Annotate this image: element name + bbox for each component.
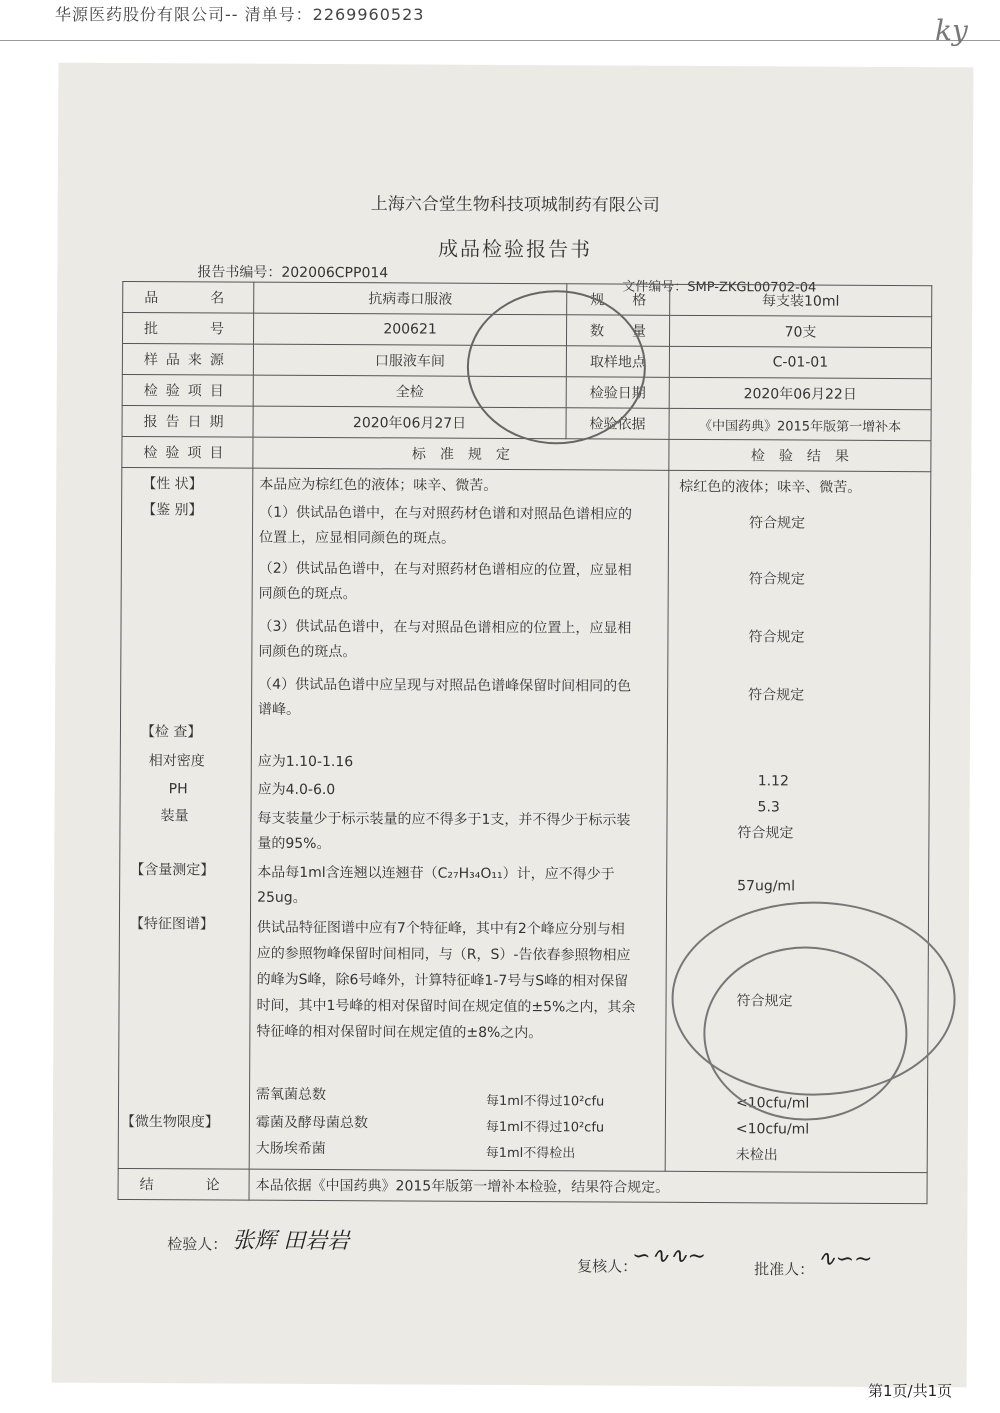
result-text: 符合规定 bbox=[749, 515, 806, 532]
inspection-seal-stamp bbox=[703, 946, 908, 1121]
label-test-date: 检验日期 bbox=[566, 377, 669, 409]
result-text: <10cfu/ml bbox=[735, 1121, 810, 1138]
result-text: 符合规定 bbox=[748, 571, 805, 588]
result-text: 棕红色的液体；味辛、微苦。 bbox=[679, 478, 862, 496]
file-number: 文件编号：SMP-ZKGL00702-04 bbox=[622, 279, 817, 296]
microbe-name: 需氧菌总数 bbox=[256, 1086, 327, 1104]
label-location: 取样地点 bbox=[566, 346, 669, 378]
reviewer-signature: ∽∿∿∼ bbox=[632, 1243, 707, 1270]
label-items-header: 检验项目 bbox=[122, 436, 253, 468]
items-column bbox=[118, 467, 253, 1169]
handwritten-mark: ky bbox=[935, 14, 968, 47]
label-source: 样品来源 bbox=[122, 343, 253, 375]
value-location: C-01-01 bbox=[669, 346, 931, 378]
approver-label: 批准人： bbox=[754, 1260, 815, 1279]
microbe-name: 大肠埃希菌 bbox=[255, 1140, 326, 1158]
inspector-label: 检验人： bbox=[167, 1235, 228, 1254]
microbe-name: 霉菌及酵母菌总数 bbox=[255, 1114, 368, 1132]
company-name: 上海六合堂生物科技项城制药有限公司 bbox=[370, 194, 660, 216]
result-text: 符合规定 bbox=[737, 825, 794, 842]
result-text: 5.3 bbox=[757, 799, 780, 816]
table-row bbox=[122, 436, 931, 471]
approver-signature: ∿∽∼ bbox=[817, 1246, 873, 1272]
item-label: 【特征图谱】 bbox=[129, 915, 214, 933]
standard-text: 供试品特征图谱中应有7个特征峰，其中有2个峰应分别与相应的参照物峰保留时间相同，与（R，S）-告依春参照物相应的峰为S峰，除6号峰外，计算特征峰1-7号与S峰的相对保留时间，其中1号峰的相对保留时间在规定值的±5%之内，其余特征峰的相对保留时间在规定值的±8%之内。 bbox=[256, 919, 636, 1042]
label-basis: 检验依据 bbox=[566, 408, 669, 440]
standard-text: 本品每1ml含连翘以连翘苷（C₂₇H₃₄O₁₁）计，应不得少于25ug。 bbox=[257, 864, 615, 906]
result-text: <10cfu/ml bbox=[735, 1095, 810, 1112]
value-items: 全检 bbox=[253, 375, 566, 408]
value-batch: 200621 bbox=[253, 313, 566, 346]
value-source: 口服液车间 bbox=[253, 344, 566, 377]
item-label: 装量 bbox=[160, 808, 189, 825]
result-text: 符合规定 bbox=[748, 629, 805, 646]
standards-column bbox=[249, 468, 669, 1171]
standard-text: 每1ml不得过10²cfu bbox=[485, 1119, 605, 1136]
header-standard: 标 准 规 定 bbox=[253, 437, 669, 470]
label-product: 品 名 bbox=[123, 281, 254, 313]
value-report-date: 2020年06月27日 bbox=[253, 406, 566, 439]
result-text: 1.12 bbox=[757, 773, 789, 790]
standard-text: （4）供试品色谱中应呈现与对照品色谱峰保留时间相同的色谱峰。 bbox=[258, 676, 632, 718]
label-items: 检验项目 bbox=[122, 374, 253, 406]
standard-text: （2）供试品色谱中，在与对照药材色谱相应的位置，应显相同颜色的斑点。 bbox=[258, 560, 632, 603]
conclusion-text: 本品依据《中国药典》2015年版第一增补本检验，结果符合规定。 bbox=[249, 1169, 927, 1204]
value-test-date: 2020年06月22日 bbox=[669, 377, 931, 409]
report-number: 报告书编号：202006CPP014 bbox=[197, 264, 389, 282]
label-quantity: 数 量 bbox=[566, 315, 669, 347]
standard-text: 每1ml不得检出 bbox=[485, 1145, 576, 1162]
header-result: 检 验 结 果 bbox=[669, 439, 931, 471]
reviewer-label: 复核人： bbox=[577, 1257, 638, 1276]
item-label: PH bbox=[168, 781, 188, 798]
item-label: 【含量测定】 bbox=[130, 862, 215, 879]
standard-text: 应为4.0-6.0 bbox=[257, 781, 336, 799]
value-product: 抗病毒口服液 bbox=[254, 282, 567, 315]
item-label: 相对密度 bbox=[148, 753, 205, 770]
inspector-signature: 张辉 田岩岩 bbox=[232, 1228, 350, 1255]
value-basis: 《中国药典》2015年版第一增补本 bbox=[669, 408, 931, 440]
standard-text: 本品应为棕红色的液体；味辛、微苦。 bbox=[259, 476, 498, 494]
label-spec: 规 格 bbox=[567, 284, 670, 316]
result-text: 符合规定 bbox=[736, 993, 793, 1010]
value-spec: 每支装10ml bbox=[670, 284, 932, 316]
header-text: 华源医药股份有限公司-- 清单号：2269960523 bbox=[55, 5, 425, 24]
label-conclusion: 结 论 bbox=[118, 1168, 249, 1200]
report-title: 成品检验报告书 bbox=[437, 236, 593, 262]
label-batch: 批 号 bbox=[122, 312, 253, 344]
result-text: 未检出 bbox=[735, 1147, 778, 1164]
page-number: 第1页/共1页 bbox=[868, 1382, 953, 1400]
standard-text: （1）供试品色谱中，在与对照药材色谱和对照品色谱相应的位置上，应显相同颜色的斑点。 bbox=[258, 504, 633, 547]
table-row bbox=[118, 1168, 927, 1203]
item-label: 【微生物限度】 bbox=[120, 1113, 219, 1131]
top-header bbox=[0, 0, 1000, 47]
standard-text: 每1ml不得过10²cfu bbox=[485, 1093, 605, 1110]
scanned-document bbox=[52, 63, 974, 1388]
standard-text: 应为1.10-1.16 bbox=[257, 753, 354, 771]
standard-text: 每支装量少于标示装量的应不得多于1支，并不得少于标示装量的95%。 bbox=[257, 810, 631, 853]
result-text: 符合规定 bbox=[748, 687, 805, 704]
standard-text: （3）供试品色谱中，在与对照品色谱相应的位置上，应显相同颜色的斑点。 bbox=[258, 618, 632, 661]
value-quantity: 70支 bbox=[669, 315, 931, 347]
label-report-date: 报告日期 bbox=[122, 405, 253, 437]
item-label: 【性 状】 bbox=[142, 476, 203, 493]
company-seal-stamp bbox=[466, 290, 646, 445]
item-label: 【鉴 别】 bbox=[142, 502, 203, 519]
item-label: 【检 查】 bbox=[140, 724, 202, 741]
result-text: 57ug/ml bbox=[737, 878, 796, 895]
